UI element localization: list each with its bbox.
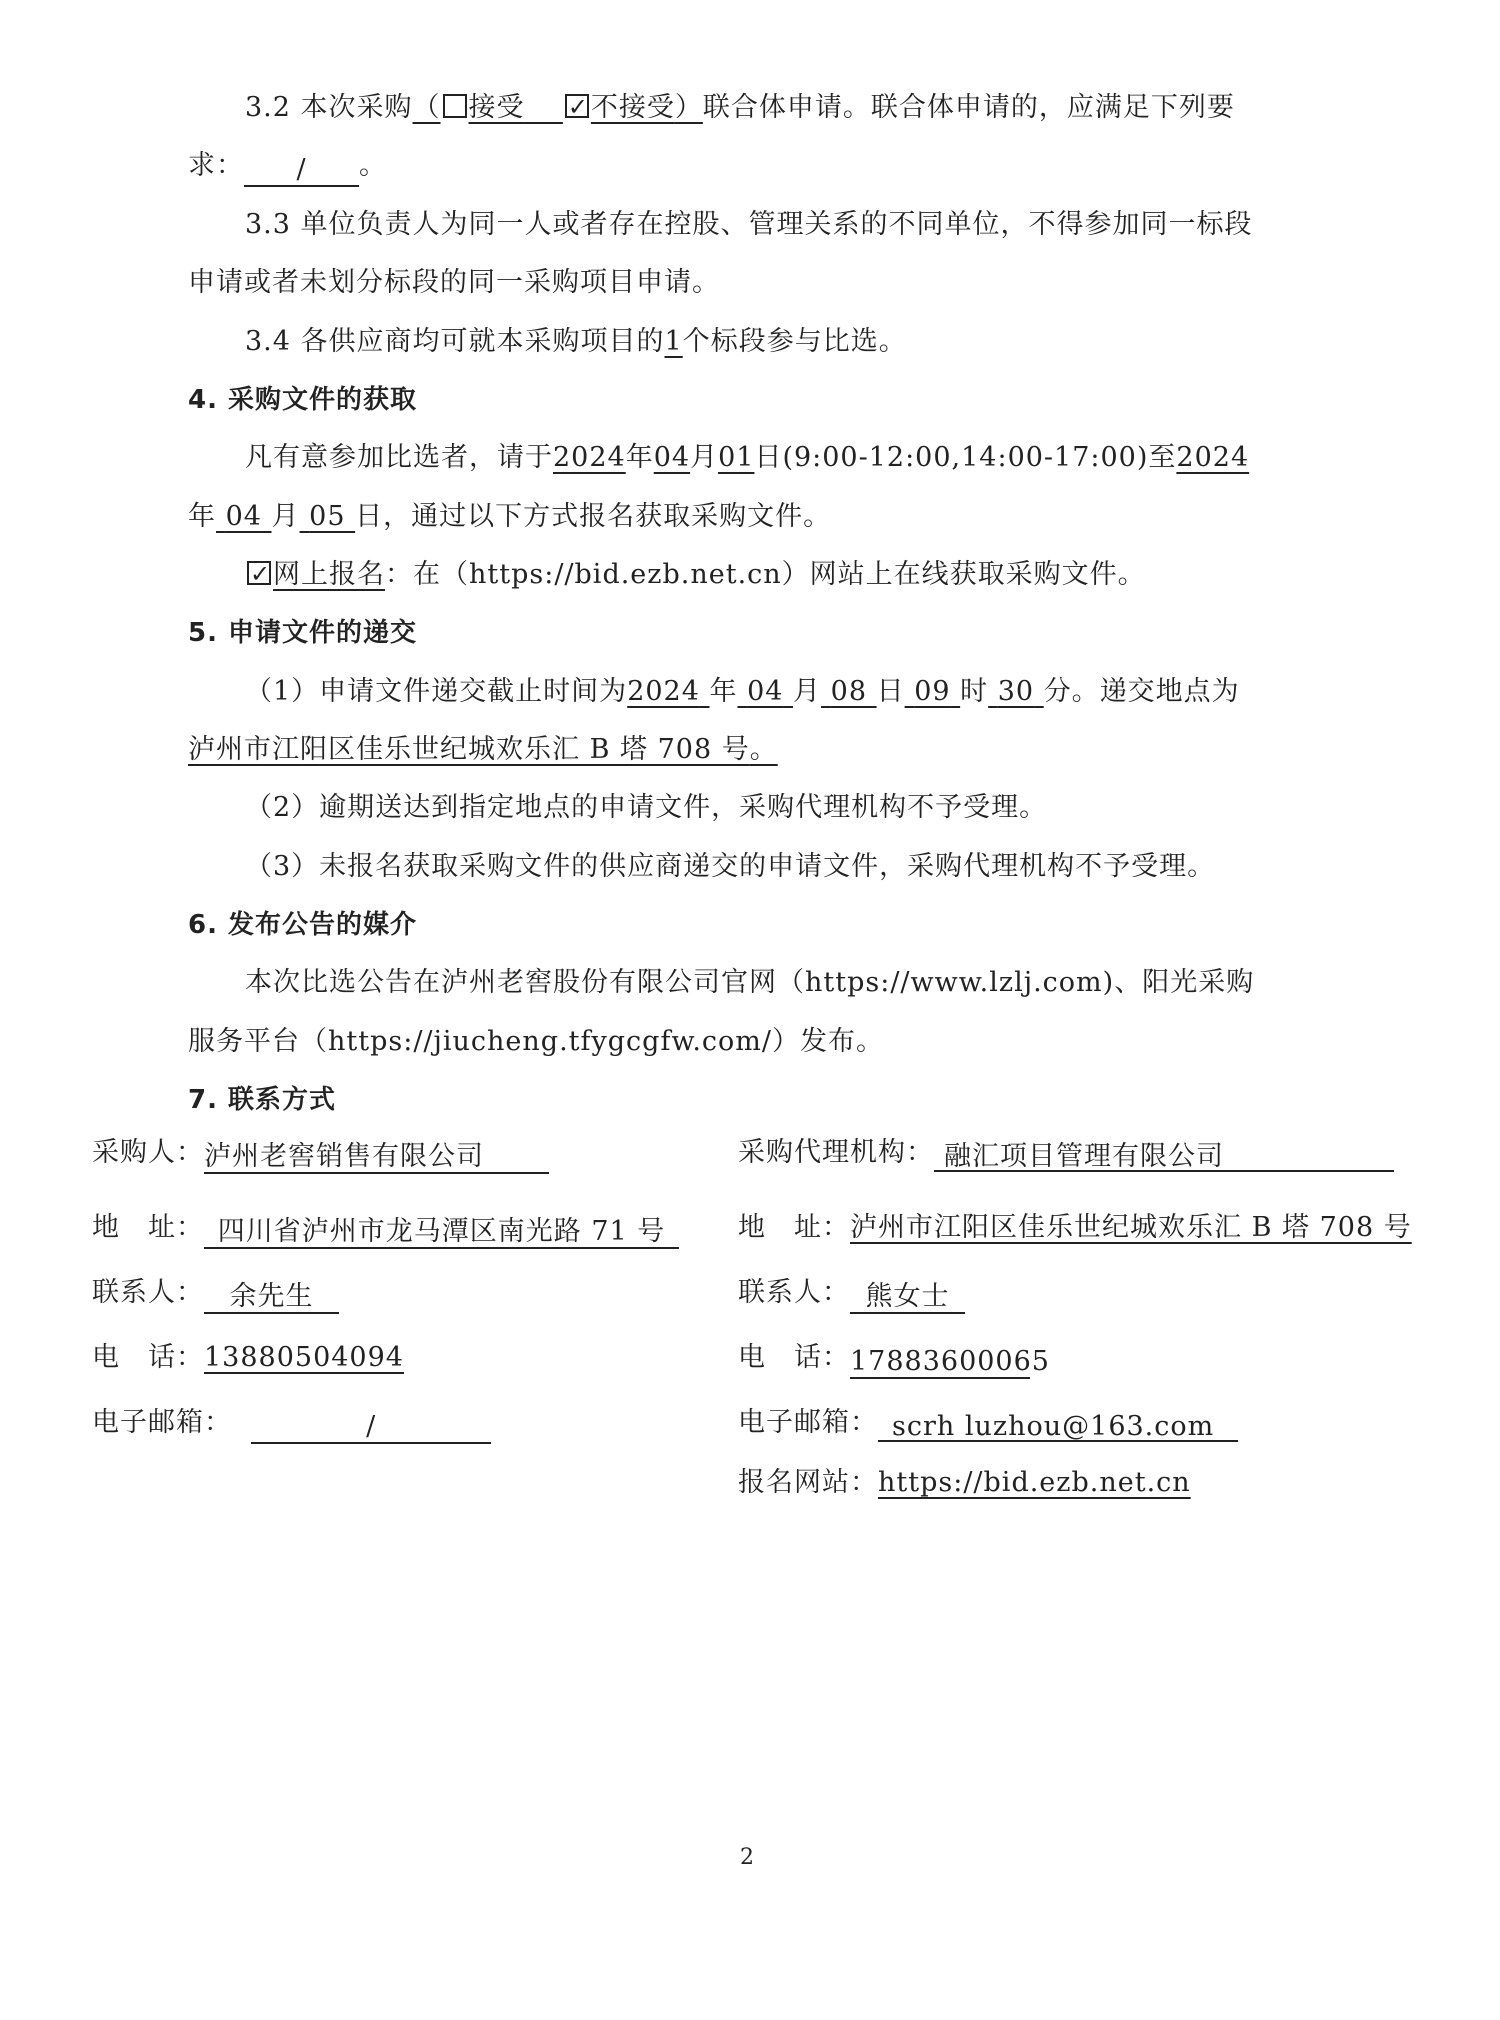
nian: 年 bbox=[625, 442, 654, 473]
address-value: 泸州市江阳区佳乐世纪城欢乐汇 B 塔 708 号 bbox=[188, 734, 750, 765]
close-paren: ） bbox=[674, 92, 703, 123]
para-prefix: 凡有意参加比选者，请于 bbox=[245, 442, 553, 473]
deadline-minute bbox=[988, 676, 1044, 707]
lot-count: 1 bbox=[664, 326, 683, 357]
submission-address bbox=[188, 734, 778, 765]
agency-address: 泸州市江阳区佳乐世纪城欢乐汇 B 塔 708 号 bbox=[850, 1212, 1412, 1243]
period: 。 bbox=[749, 734, 778, 765]
online-registration-option bbox=[245, 559, 385, 590]
purchaser-address: 四川省泸州市龙马潭区南光路 71 号 bbox=[204, 1217, 679, 1249]
agency-contact-label: 联系人： bbox=[738, 1277, 850, 1308]
yue: 月 bbox=[690, 442, 719, 473]
section-4-heading: 4. 采购文件的获取 bbox=[188, 385, 418, 415]
agency-website-label: 报名网站： bbox=[738, 1467, 878, 1498]
yue: 月 bbox=[271, 501, 300, 532]
end-month-value: 04 bbox=[225, 501, 262, 532]
submission-address-line bbox=[188, 730, 778, 770]
yue: 月 bbox=[793, 676, 822, 707]
online-text: ：在（https://bid.ezb.net.cn）网站上在线获取采购文件。 bbox=[385, 559, 1146, 590]
deadline-hour bbox=[905, 676, 961, 707]
hours: (9:00-12:00,14:00-17:00)至 bbox=[782, 442, 1177, 473]
deadline-day bbox=[821, 676, 877, 707]
purchaser-name-row bbox=[92, 1133, 549, 1173]
start-month: 04 bbox=[653, 442, 691, 473]
agency-address-row bbox=[738, 1208, 1412, 1248]
agency-website-link[interactable]: https://bid.ezb.net.cn bbox=[878, 1467, 1191, 1498]
nian: 年 bbox=[709, 676, 738, 707]
hour-value: 09 bbox=[914, 676, 951, 707]
agency-email-label: 电子邮箱： bbox=[738, 1407, 878, 1438]
start-day: 01 bbox=[718, 442, 755, 473]
purchaser-phone-label: 电 话： bbox=[92, 1342, 204, 1373]
item-3-2-line2 bbox=[188, 146, 387, 186]
open-paren: （ bbox=[412, 92, 441, 123]
agency-email: scrh luzhou@163.com bbox=[878, 1412, 1238, 1442]
purchaser-phone-row bbox=[92, 1338, 404, 1378]
accept-checkbox bbox=[443, 94, 467, 118]
page-number: 2 bbox=[740, 1845, 754, 1870]
agency-phone: 17883600065 bbox=[850, 1346, 1050, 1377]
item-3-3-line1: 3.3 单位负责人为同一人或者存在控股、管理关系的不同单位，不得参加同一标段 bbox=[245, 209, 1253, 240]
deadline-line bbox=[245, 672, 1240, 712]
accept-label: 接受 bbox=[468, 92, 525, 123]
agency-name: 融汇项目管理有限公司 bbox=[934, 1142, 1394, 1172]
item-5-2: （2）逾期送达到指定地点的申请文件，采购代理机构不予受理。 bbox=[245, 792, 1048, 823]
agency-email-row bbox=[738, 1403, 1238, 1443]
item-3-2-suffix: 联合体申请。联合体申请的，应满足下列要 bbox=[702, 92, 1235, 123]
item-3-4-prefix: 3.4 各供应商均可就本采购项目的 bbox=[245, 326, 665, 357]
end-month bbox=[216, 501, 272, 532]
agency-address-label: 地 址： bbox=[738, 1212, 850, 1243]
purchaser-address-row bbox=[92, 1208, 679, 1248]
consortium-options bbox=[413, 92, 703, 123]
agency-contact: 熊女士 bbox=[850, 1282, 965, 1314]
item-3-3-line2: 申请或者未划分标段的同一采购项目申请。 bbox=[188, 267, 720, 298]
agency-name-label: 采购代理机构： bbox=[738, 1137, 934, 1168]
section-6-line1: 本次比选公告在泸州老窖股份有限公司官网（https://www.lzlj.com)、阳光采购 bbox=[245, 967, 1255, 998]
purchaser-phone: 13880504094 bbox=[204, 1342, 404, 1373]
purchaser-name: 泸州老窖销售有限公司 bbox=[204, 1142, 549, 1174]
section-4-para-line2 bbox=[188, 497, 831, 537]
item-3-4-suffix: 个标段参与比选。 bbox=[682, 326, 907, 357]
section-6-line2: 服务平台（https://jiucheng.tfygcgfw.com/）发布。 bbox=[188, 1026, 885, 1057]
fen: 分。 bbox=[1043, 676, 1100, 707]
nian: 年 bbox=[188, 501, 216, 532]
agency-phone-row bbox=[738, 1338, 1050, 1378]
deadline-year bbox=[627, 676, 709, 707]
end-day bbox=[300, 501, 356, 532]
day-value: 08 bbox=[830, 676, 867, 707]
agency-name-row bbox=[738, 1133, 1394, 1173]
agency-phone-label: 电 话： bbox=[738, 1342, 850, 1373]
section-5-heading: 5. 申请文件的递交 bbox=[188, 618, 418, 648]
end-year: 2024 bbox=[1176, 442, 1250, 473]
online-label: 网上报名 bbox=[273, 559, 385, 590]
purchaser-contact-label: 联系人： bbox=[92, 1277, 204, 1308]
item-3-2-prefix: 3.2 本次采购 bbox=[245, 92, 413, 123]
section-6-heading: 6. 发布公告的媒介 bbox=[188, 910, 418, 940]
online-registration bbox=[245, 555, 1146, 595]
period: 。 bbox=[359, 150, 387, 181]
online-checkbox-checked bbox=[247, 561, 271, 585]
purchaser-contact-row bbox=[92, 1273, 339, 1313]
agency-contact-row bbox=[738, 1273, 965, 1313]
purchaser-name-label: 采购人： bbox=[92, 1137, 204, 1168]
item-3-2-line1 bbox=[245, 88, 1235, 128]
end-day-value: 05 bbox=[309, 501, 346, 532]
deadline-month bbox=[738, 676, 794, 707]
start-year: 2024 bbox=[553, 442, 626, 473]
item-5-3: （3）未报名获取采购文件的供应商递交的申请文件，采购代理机构不予受理。 bbox=[245, 851, 1216, 882]
minute-value: 30 bbox=[997, 676, 1035, 707]
deadline-prefix: （1）申请文件递交截止时间为 bbox=[245, 676, 628, 707]
requirement-value: / bbox=[244, 155, 359, 187]
shi: 时 bbox=[960, 676, 989, 707]
section-4-para-line1 bbox=[245, 438, 1249, 478]
month-value: 04 bbox=[747, 676, 784, 707]
agency-website-row bbox=[738, 1463, 1191, 1503]
item-3-4 bbox=[245, 322, 907, 362]
purchaser-email-label: 电子邮箱： bbox=[92, 1407, 232, 1438]
ri: 日 bbox=[754, 442, 783, 473]
para-suffix: 日，通过以下方式报名获取采购文件。 bbox=[355, 501, 832, 532]
purchaser-email-row bbox=[92, 1403, 491, 1443]
reject-checkbox-checked bbox=[565, 94, 589, 118]
requirement-label: 求： bbox=[188, 150, 244, 181]
purchaser-email: / bbox=[251, 1412, 491, 1444]
deadline-suffix: 递交地点为 bbox=[1099, 676, 1240, 707]
year-value: 2024 bbox=[627, 676, 700, 707]
purchaser-contact: 余先生 bbox=[204, 1282, 339, 1314]
reject-label: 不接受 bbox=[590, 92, 675, 123]
purchaser-address-label: 地 址： bbox=[92, 1212, 204, 1243]
section-7-heading: 7. 联系方式 bbox=[188, 1085, 337, 1115]
ri: 日 bbox=[876, 676, 905, 707]
